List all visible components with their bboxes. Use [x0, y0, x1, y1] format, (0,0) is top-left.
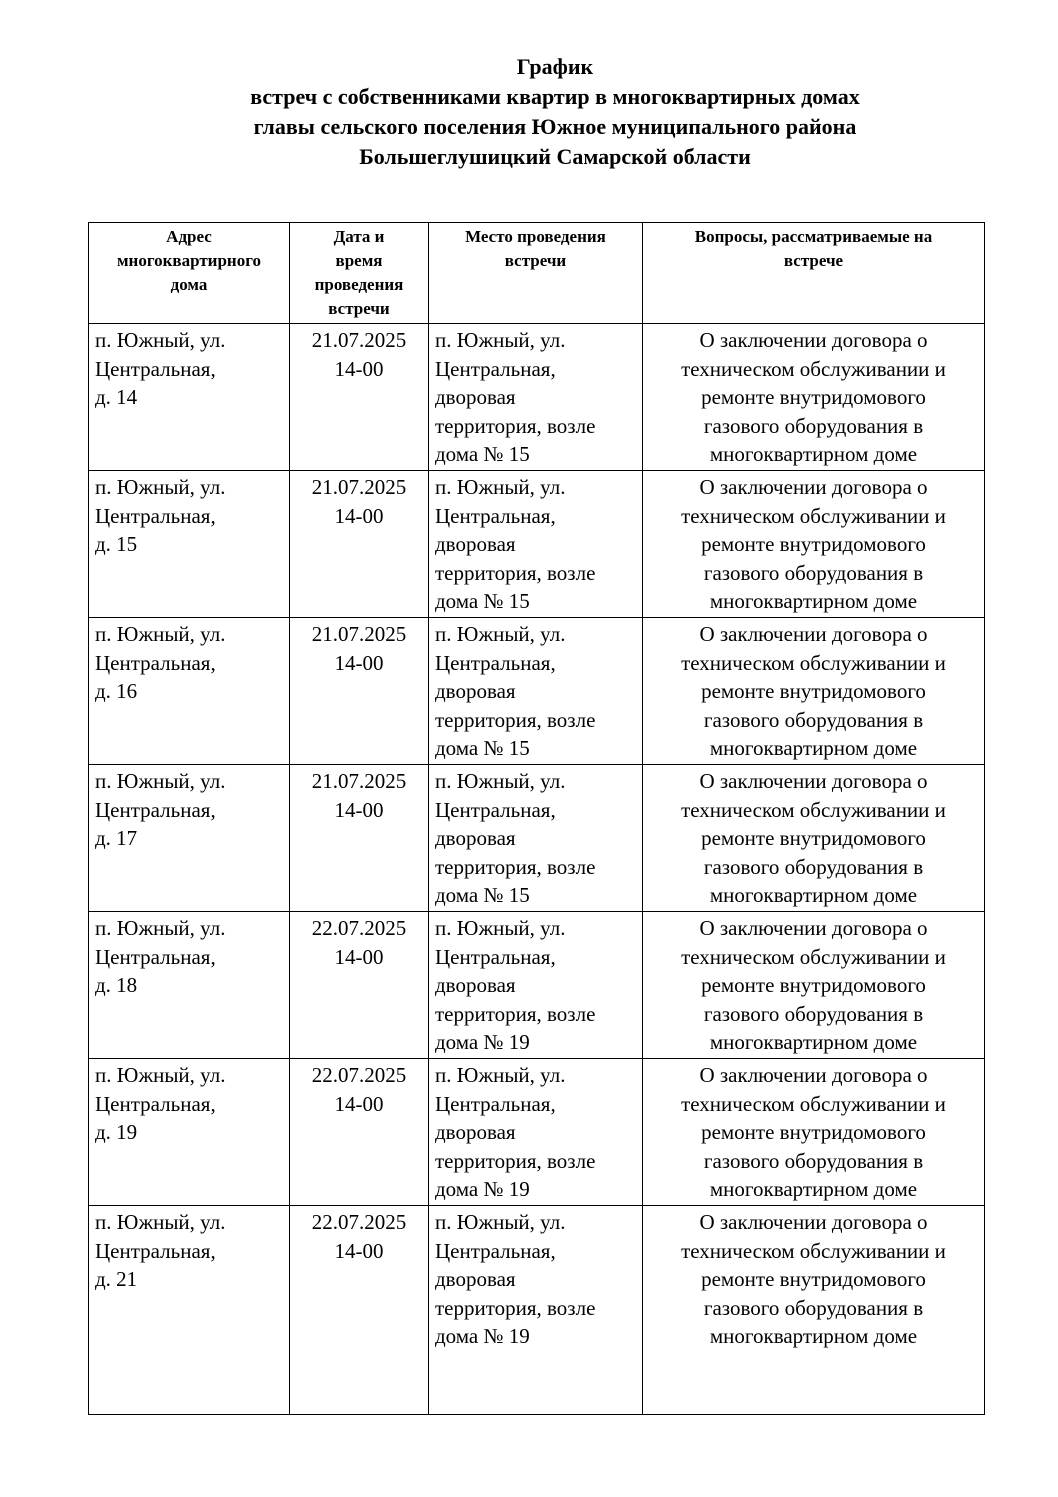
title-line: встреч с собственниками квартир в многоквартирных домах	[250, 84, 860, 109]
table-row	[89, 471, 985, 618]
header-place: Место проведения встречи	[429, 223, 643, 324]
cell-datetime: 21.07.2025 14-00	[290, 765, 429, 912]
title-line: главы сельского поселения Южное муниципального района	[253, 114, 857, 139]
table-row	[89, 1206, 985, 1415]
header-topic: Вопросы, рассматриваемые на встрече	[643, 223, 985, 324]
cell-address: п. Южный, ул. Центральная, д. 16	[89, 618, 290, 765]
cell-topic: О заключении договора о техническом обслуживании и ремонте внутридомового газового оборудования в многоквартирном доме	[643, 1206, 985, 1415]
cell-place: п. Южный, ул. Центральная, дворовая территория, возле дома № 15	[429, 765, 643, 912]
cell-place: п. Южный, ул. Центральная, дворовая территория, возле дома № 19	[429, 912, 643, 1059]
cell-datetime: 21.07.2025 14-00	[290, 324, 429, 471]
cell-topic: О заключении договора о техническом обслуживании и ремонте внутридомового газового оборудования в многоквартирном доме	[643, 618, 985, 765]
title-line: График	[516, 54, 594, 79]
header-address: Адрес многоквартирного дома	[89, 223, 290, 324]
cell-datetime: 21.07.2025 14-00	[290, 618, 429, 765]
cell-datetime: 22.07.2025 14-00	[290, 912, 429, 1059]
table-row	[89, 618, 985, 765]
table-row	[89, 912, 985, 1059]
cell-topic: О заключении договора о техническом обслуживании и ремонте внутридомового газового оборудования в многоквартирном доме	[643, 324, 985, 471]
cell-topic: О заключении договора о техническом обслуживании и ремонте внутридомового газового оборудования в многоквартирном доме	[643, 471, 985, 618]
cell-topic: О заключении договора о техническом обслуживании и ремонте внутридомового газового оборудования в многоквартирном доме	[643, 912, 985, 1059]
cell-address: п. Южный, ул. Центральная, д. 15	[89, 471, 290, 618]
cell-topic: О заключении договора о техническом обслуживании и ремонте внутридомового газового оборудования в многоквартирном доме	[643, 1059, 985, 1206]
table-header-row	[89, 223, 985, 324]
cell-datetime: 22.07.2025 14-00	[290, 1059, 429, 1206]
cell-address: п. Южный, ул. Центральная, д. 14	[89, 324, 290, 471]
cell-datetime: 22.07.2025 14-00	[290, 1206, 429, 1415]
document-title	[0, 52, 1058, 172]
cell-place: п. Южный, ул. Центральная, дворовая территория, возле дома № 15	[429, 471, 643, 618]
cell-address: п. Южный, ул. Центральная, д. 19	[89, 1059, 290, 1206]
cell-address: п. Южный, ул. Центральная, д. 21	[89, 1206, 290, 1415]
cell-topic: О заключении договора о техническом обслуживании и ремонте внутридомового газового оборудования в многоквартирном доме	[643, 765, 985, 912]
cell-place: п. Южный, ул. Центральная, дворовая территория, возле дома № 19	[429, 1206, 643, 1415]
header-datetime: Дата и время проведения встречи	[290, 223, 429, 324]
cell-place: п. Южный, ул. Центральная, дворовая территория, возле дома № 15	[429, 618, 643, 765]
table-row	[89, 324, 985, 471]
table-row	[89, 1059, 985, 1206]
table-row	[89, 765, 985, 912]
cell-address: п. Южный, ул. Центральная, д. 18	[89, 912, 290, 1059]
cell-place: п. Южный, ул. Центральная, дворовая территория, возле дома № 15	[429, 324, 643, 471]
schedule-table	[88, 222, 985, 1415]
cell-place: п. Южный, ул. Центральная, дворовая территория, возле дома № 19	[429, 1059, 643, 1206]
title-line: Большеглушицкий Самарской области	[359, 144, 751, 169]
cell-datetime: 21.07.2025 14-00	[290, 471, 429, 618]
cell-address: п. Южный, ул. Центральная, д. 17	[89, 765, 290, 912]
